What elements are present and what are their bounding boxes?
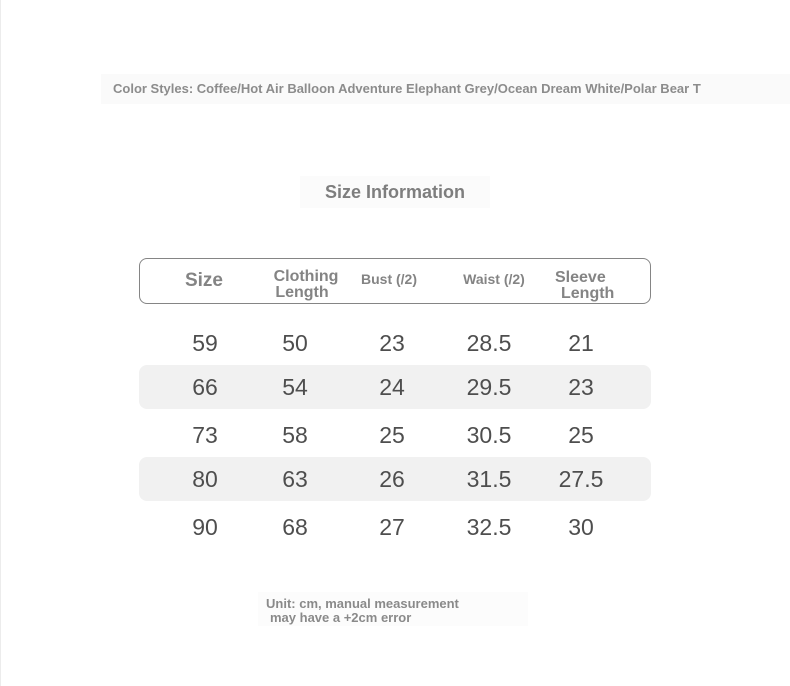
measurement-note-line1: Unit: cm, manual measurement — [266, 596, 459, 611]
cell-sleeve-length: 21 — [568, 330, 594, 356]
cell-bust: 23 — [379, 330, 405, 356]
cell-sleeve-length: 30 — [568, 514, 594, 540]
cell-bust: 27 — [379, 514, 405, 540]
cell-sleeve-length: 27.5 — [558, 466, 604, 492]
cell-bust: 24 — [379, 374, 405, 400]
header-waist: Waist (/2) — [463, 271, 525, 287]
cell-waist: 31.5 — [466, 466, 512, 492]
table-row — [139, 505, 651, 549]
table-row — [139, 413, 651, 457]
table-row — [139, 457, 651, 501]
cell-clothing-length: 50 — [282, 330, 308, 356]
cell-bust: 26 — [379, 466, 405, 492]
page-title: Size Information — [300, 176, 490, 208]
header-size: Size — [184, 270, 224, 291]
cell-size: 66 — [192, 374, 218, 400]
measurement-note — [258, 592, 528, 626]
cell-waist: 32.5 — [466, 514, 512, 540]
cell-sleeve-length: 25 — [568, 422, 594, 448]
cell-size: 80 — [192, 466, 218, 492]
cell-sleeve-length: 23 — [568, 374, 594, 400]
header-sleeve-length — [550, 270, 640, 302]
cell-size: 73 — [192, 422, 218, 448]
header-clothing-length-line2: Length — [275, 284, 329, 301]
table-row — [139, 321, 651, 365]
header-sleeve-length-line2: Length — [561, 285, 615, 302]
cell-clothing-length: 68 — [282, 514, 308, 540]
cell-clothing-length: 58 — [282, 422, 308, 448]
left-edge-divider — [0, 0, 1, 686]
color-styles-banner: Color Styles: Coffee/Hot Air Balloon Adventure Elephant Grey/Ocean Dream White/Polar Bear T — [101, 74, 790, 104]
cell-size: 90 — [192, 514, 218, 540]
measurement-note-line2: may have a +2cm error — [270, 610, 412, 625]
header-bust: Bust (/2) — [361, 271, 417, 287]
cell-size: 59 — [192, 330, 218, 356]
cell-waist: 28.5 — [466, 330, 512, 356]
cell-waist: 30.5 — [466, 422, 512, 448]
cell-bust: 25 — [379, 422, 405, 448]
header-clothing-length-line1: Clothing — [273, 268, 339, 285]
table-row — [139, 365, 651, 409]
cell-clothing-length: 63 — [282, 466, 308, 492]
cell-waist: 29.5 — [466, 374, 512, 400]
header-clothing-length — [266, 269, 346, 301]
cell-clothing-length: 54 — [282, 374, 308, 400]
header-sleeve-length-line1: Sleeve — [555, 269, 606, 286]
